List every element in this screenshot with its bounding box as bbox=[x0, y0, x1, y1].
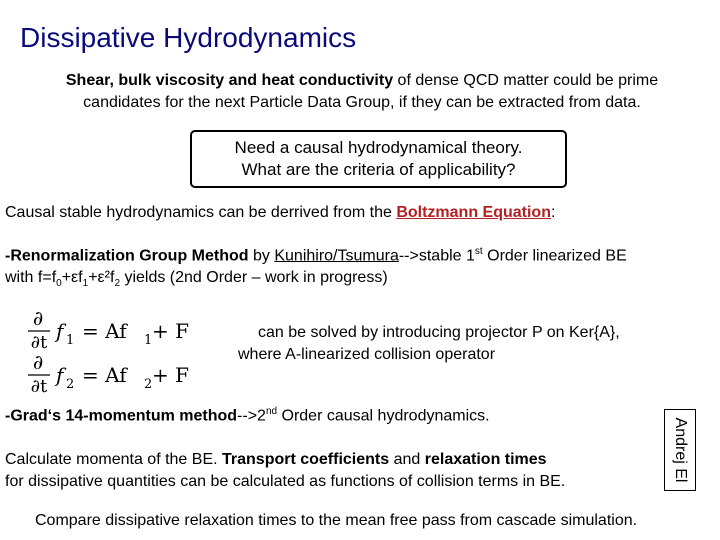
equations-svg bbox=[28, 303, 230, 395]
eq2-f: f bbox=[56, 363, 64, 387]
rg-sub-2: 2 bbox=[114, 278, 120, 290]
eq2-lhs-sub: 2 bbox=[66, 377, 75, 392]
intro-paragraph bbox=[20, 70, 704, 114]
rg-plus-1: +εf bbox=[61, 269, 83, 287]
eq1-partial: ∂ bbox=[32, 306, 44, 330]
rg-with: with f=f bbox=[5, 269, 57, 287]
rg-arrow: -->stable 1 bbox=[398, 247, 475, 265]
callout-box bbox=[190, 130, 567, 188]
intro-line-2: candidates for the next Particle Data Group, if they can be extracted from data. bbox=[83, 94, 641, 111]
rg-sub-1: 1 bbox=[82, 278, 89, 290]
compare-statement: Compare dissipative relaxation times to the mean free pass from cascade simulation. bbox=[35, 512, 638, 529]
page-title: Dissipative Hydrodynamics bbox=[20, 22, 357, 53]
callout-line-2: What are the criteria of applicability? bbox=[241, 160, 516, 179]
calc-transport-coefficients: Transport coefficients bbox=[222, 451, 390, 468]
eq2-partial: ∂ bbox=[32, 350, 44, 374]
eq2-tail: + F bbox=[152, 363, 189, 387]
rg-yields: yields (2nd Order – work in progress) bbox=[120, 269, 388, 287]
rg-authors-link[interactable]: Kunihiro/Tsumura bbox=[274, 247, 399, 265]
eq2-rhs-sub: 2 bbox=[144, 377, 153, 392]
grad-label: -Grad‘s 14-momentum method bbox=[5, 407, 238, 425]
grad-method bbox=[5, 406, 490, 425]
eq1-f: f bbox=[56, 319, 64, 343]
eq2-rhs: = Af bbox=[82, 363, 127, 387]
calc-line-1 bbox=[5, 449, 565, 471]
eq1-rhs-sub: 1 bbox=[144, 333, 153, 348]
grad-arrow: -->2 bbox=[237, 407, 266, 425]
callout-line-1: Need a causal hydrodynamical theory. bbox=[234, 138, 523, 157]
grad-sup: nd bbox=[265, 406, 278, 417]
calculate-paragraph bbox=[5, 449, 565, 493]
causal-text: Causal stable hydrodynamics can be derrived from the bbox=[5, 204, 397, 221]
equation-image bbox=[28, 303, 230, 395]
rg-line-1 bbox=[5, 241, 715, 267]
eq2-dt: ∂t bbox=[30, 376, 48, 395]
rg-rest: Order linearized BE bbox=[482, 247, 627, 265]
eq1-dt: ∂t bbox=[30, 332, 48, 353]
calc-and: and bbox=[389, 451, 425, 468]
rg-method-label: -Renormalization Group Method bbox=[5, 247, 249, 265]
rg-method-paragraph bbox=[5, 241, 715, 296]
intro-line-1-rest: of dense QCD matter could be prime bbox=[393, 72, 659, 89]
boltzmann-equation-link[interactable]: Boltzmann Equation bbox=[396, 204, 551, 221]
intro-bold-conductivity: conductivity bbox=[298, 72, 394, 89]
equation-2 bbox=[28, 350, 189, 395]
rg-sup: st bbox=[474, 246, 483, 257]
intro-line-1-start: Shear, bulk viscosity and heat bbox=[65, 72, 299, 89]
rg-plus-2: +ε²f bbox=[88, 269, 115, 287]
projector-line-2: where A-linearized collision operator bbox=[238, 346, 496, 363]
eq1-tail: + F bbox=[152, 319, 189, 343]
rg-line-2 bbox=[5, 267, 715, 295]
calc-relaxation-times: relaxation times bbox=[424, 451, 547, 468]
projector-line-1: can be solved by introducing projector P on Ker{A}, bbox=[258, 324, 620, 341]
causal-colon: : bbox=[550, 204, 556, 221]
eq1-lhs-sub: 1 bbox=[66, 333, 75, 348]
equation-1 bbox=[28, 306, 189, 353]
grad-rest: Order causal hydrodynamics. bbox=[277, 407, 490, 425]
causal-statement bbox=[5, 204, 555, 222]
rg-by: by bbox=[248, 247, 275, 265]
rg-sub-0: 0 bbox=[56, 278, 62, 290]
calc-line-2: for dissipative quantities can be calculated as functions of collision terms in BE. bbox=[5, 473, 566, 490]
author-tab bbox=[664, 409, 696, 491]
projector-note bbox=[238, 322, 718, 366]
eq1-rhs: = Af bbox=[82, 319, 127, 343]
author-name: Andrej El bbox=[672, 417, 689, 483]
calc-start: Calculate momenta of the BE. bbox=[5, 451, 222, 468]
intro-line-1 bbox=[20, 70, 704, 92]
